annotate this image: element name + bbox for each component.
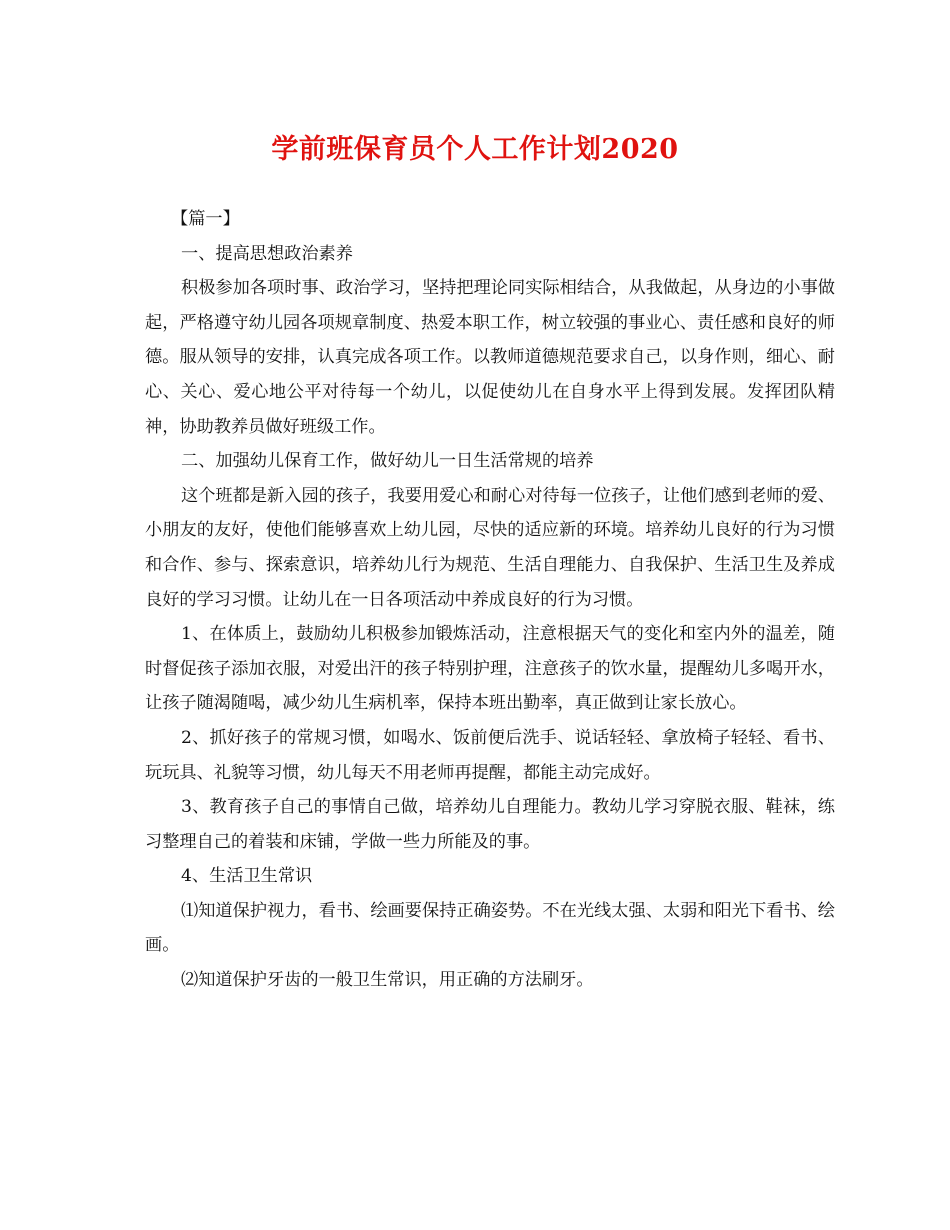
heading-political-quality: 一、提高思想政治素养 [181,243,353,264]
paragraph-teeth-protection: ⑵知道保护牙齿的一般卫生常识，用正确的方法刷牙。 [181,970,594,991]
paragraph-self-care: 3、教育孩子自己的事情自己做，培养幼儿自理能力。教幼儿学习穿脱衣服、鞋袜，练习整理自己的着装和床铺，学做一些力所能及的事。 [145,797,835,852]
paragraph-physical-care: 1、在体质上，鼓励幼儿积极参加锻炼活动，注意根据天气的变化和室内外的温差，随时督促孩子添加衣服，对爱出汗的孩子特别护理，注意孩子的饮水量，提醒幼儿多喝开水，让孩子随渴随喝，减少幼儿生病机率，保持本班出勤率，真正做到让家长放心。 [145,624,835,714]
paragraph-routine-habits: 2、抓好孩子的常规习惯，如喝水、饭前便后洗手、说话轻轻、拿放椅子轻轻、看书、玩玩具、礼貌等习惯，幼儿每天不用老师再提醒，都能主动完成好。 [145,727,835,783]
paragraph-vision-protection: ⑴知道保护视力，看书、绘画要保持正确姿势。不在光线太强、太弱和阳光下看书、绘画。 [145,900,835,956]
paragraph-political-study: 积极参加各项时事、政治学习，坚持把理论同实际相结合，从我做起，从身边的小事做起，严格遵守幼儿园各项规章制度、热爱本职工作，树立较强的事业心、责任感和良好的师德。服从领导的安排，认真完成各项工作。以教师道德规范要求自己，以身作则，细心、耐心、关心、爱心地公平对待每一个幼儿，以促使幼儿在自身水平上得到发展。发挥团队精神，协助教养员做好班级工作。 [145,278,835,437]
document-title: 学前班保育员个人工作计划2020 [271,134,679,165]
heading-hygiene-knowledge: 4、生活卫生常识 [181,866,313,887]
document-body [145,202,835,998]
paragraph-new-children: 这个班都是新入园的孩子，我要用爱心和耐心对待每一位孩子，让他们感到老师的爱、小朋友的友好，使他们能够喜欢上幼儿园，尽快的适应新的环境。培养幼儿良好的行为习惯和合作、参与、探索意识，培养幼儿行为规范、生活自理能力、自我保护、生活卫生及养成良好的学习习惯。让幼儿在一日各项活动中养成良好的行为习惯。 [145,485,835,610]
section-label: 【篇一】 [171,209,240,229]
heading-childcare-work: 二、加强幼儿保育工作，做好幼儿一日生活常规的培养 [181,451,594,472]
